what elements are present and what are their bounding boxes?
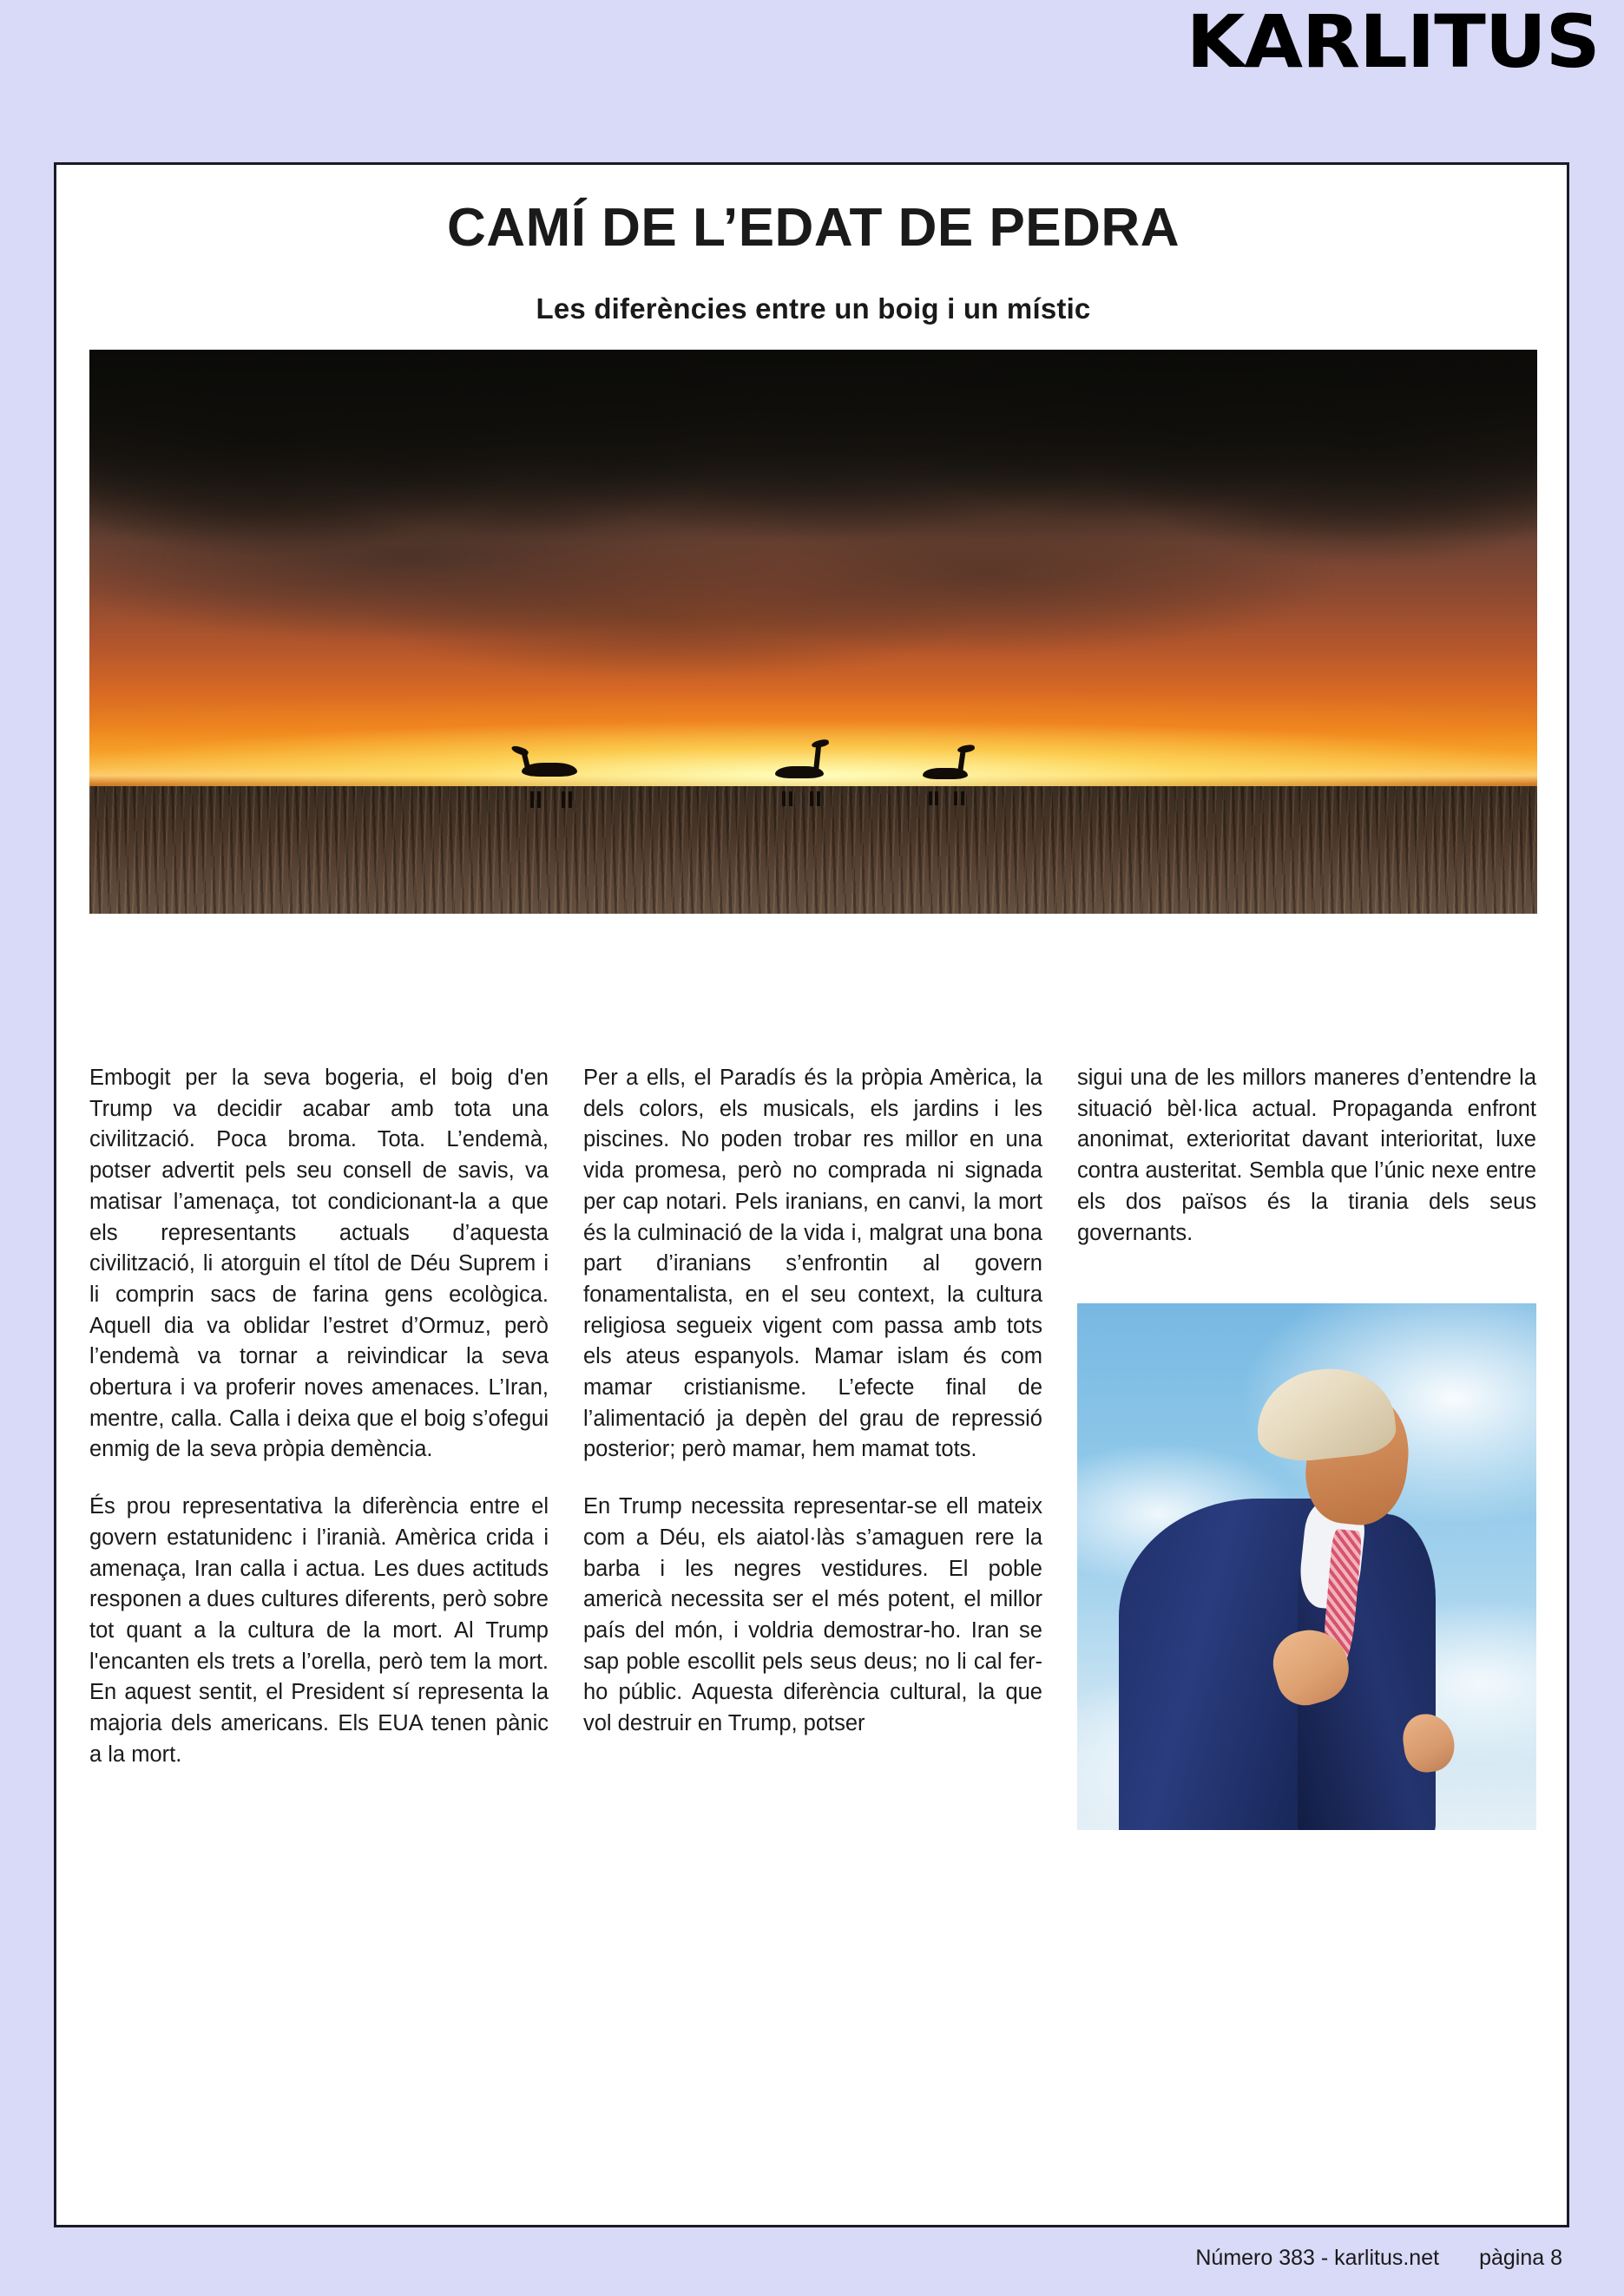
- desert-ground: [89, 786, 1537, 913]
- trump-figure: [1077, 1303, 1536, 1830]
- paragraph: És prou representativa la diferència entre el govern estatunidenc i l’iranià. Amèrica crida i amenaça, Iran calla i actua. Les dues actituds responen a dues cultures diferents, però sobre tot quant a la cultura de la mort. Al Trump l'encanten els trets a l’orella, però tem la mort. En aquest sentit, el President sí representa la majoria dels americans. Els EUA tenen pànic a la mort.: [89, 1494, 549, 1767]
- text-column-1: [89, 1063, 549, 1770]
- camel-leg: [569, 791, 572, 809]
- camel-leg: [961, 791, 964, 805]
- text-column-3: [1077, 1063, 1536, 1770]
- footer-page-number: pàgina 8: [1479, 2246, 1562, 2270]
- paragraph: sigui una de les millors maneres d’entendre la situació bèl·lica actual. Propaganda enfront anonimat, exterioritat davant interioritat, luxe contra austeritat. Sembla que l’únic nexe entre els dos països és la tirania dels seus governants.: [1077, 1066, 1536, 1245]
- masthead-brand: KARLITUS: [1187, 0, 1600, 84]
- paragraph: Embogit per la seva bogeria, el boig d'en Trump va decidir acabar amb tota una civilització. Poca broma. Tota. L’endemà, potser advertit pels seu consell de savis, va matisar l’amenaça, tot condicionant-la a que els representants actuals d’aquesta civilització, li atorguin el títol de Déu Suprem i li comprin sacs de farina gens ecològica. Aquell dia va oblidar l’estret d’Ormuz, però l’endemà va tornar a reivindicar la seva obertura i va proferir noves amenaces. L’Iran, mentre, calla. Calla i deixa que el boig s’ofegui enmig de la seva pròpia demència.: [89, 1066, 549, 1462]
- smoke-canopy: [89, 350, 1537, 541]
- page-content: [89, 184, 1537, 2206]
- camel-leg: [782, 791, 786, 806]
- camel-leg: [929, 791, 932, 805]
- article-body: [89, 1063, 1537, 1770]
- hero-photo: [89, 350, 1537, 914]
- camel-body: [522, 763, 577, 777]
- paragraph: En Trump necessita representar-se ell mateix com a Déu, els aiatol·làs s’amaguen rere la barba i les negres vestidures. El poble americà necessita ser el més potent, el millor país del món, i voldria demostrar-ho. Iran se sap poble escollit pels seus deus; no li cal fer-ho públic. Aquesta diferència cultural, la que vol destruir en Trump, potser: [583, 1494, 1042, 1736]
- camel-silhouette: [923, 768, 968, 792]
- hair: [1252, 1362, 1398, 1466]
- camel-silhouette: [775, 766, 824, 792]
- article-subhead: Les diferències entre un boig i un místic: [536, 292, 1091, 325]
- masthead: [0, 0, 1624, 162]
- portrait-photo: [1077, 1303, 1536, 1830]
- paragraph: Per a ells, el Paradís és la pròpia Amèrica, la dels colors, els musicals, els jardins i les piscines. No poden trobar res millor en una vida promesa, però no comprada ni signada per cap notari. Pels iranians, en canvi, la mort és la culminació de la vida i, malgrat una bona part d’iranians s’enfrontin al govern fonamentalista, en el seu context, la cultura religiosa segueix vigent com passa amb tots els ateus espanyols. Mamar islam és com mamar cristianisme. L’efecte final de l’alimentació ja depèn del grau de repressió posterior; però mamar, hem mamat tots.: [583, 1066, 1042, 1462]
- footer-issue: Número 383 - karlitus.net: [1195, 2246, 1440, 2270]
- camel-leg: [537, 791, 541, 809]
- camel-leg: [817, 791, 820, 806]
- camel-leg: [810, 791, 813, 806]
- camel-silhouette: [522, 763, 577, 792]
- camel-leg: [562, 791, 565, 809]
- camel-leg: [935, 791, 938, 805]
- page-frame: [54, 162, 1569, 2227]
- article-headline: CAMÍ DE L’EDAT DE PEDRA: [447, 198, 1180, 258]
- camel-leg: [954, 791, 957, 805]
- page-footer: [54, 2234, 1569, 2282]
- text-column-2: [583, 1063, 1042, 1770]
- camel-leg: [789, 791, 792, 806]
- camel-leg: [530, 791, 534, 809]
